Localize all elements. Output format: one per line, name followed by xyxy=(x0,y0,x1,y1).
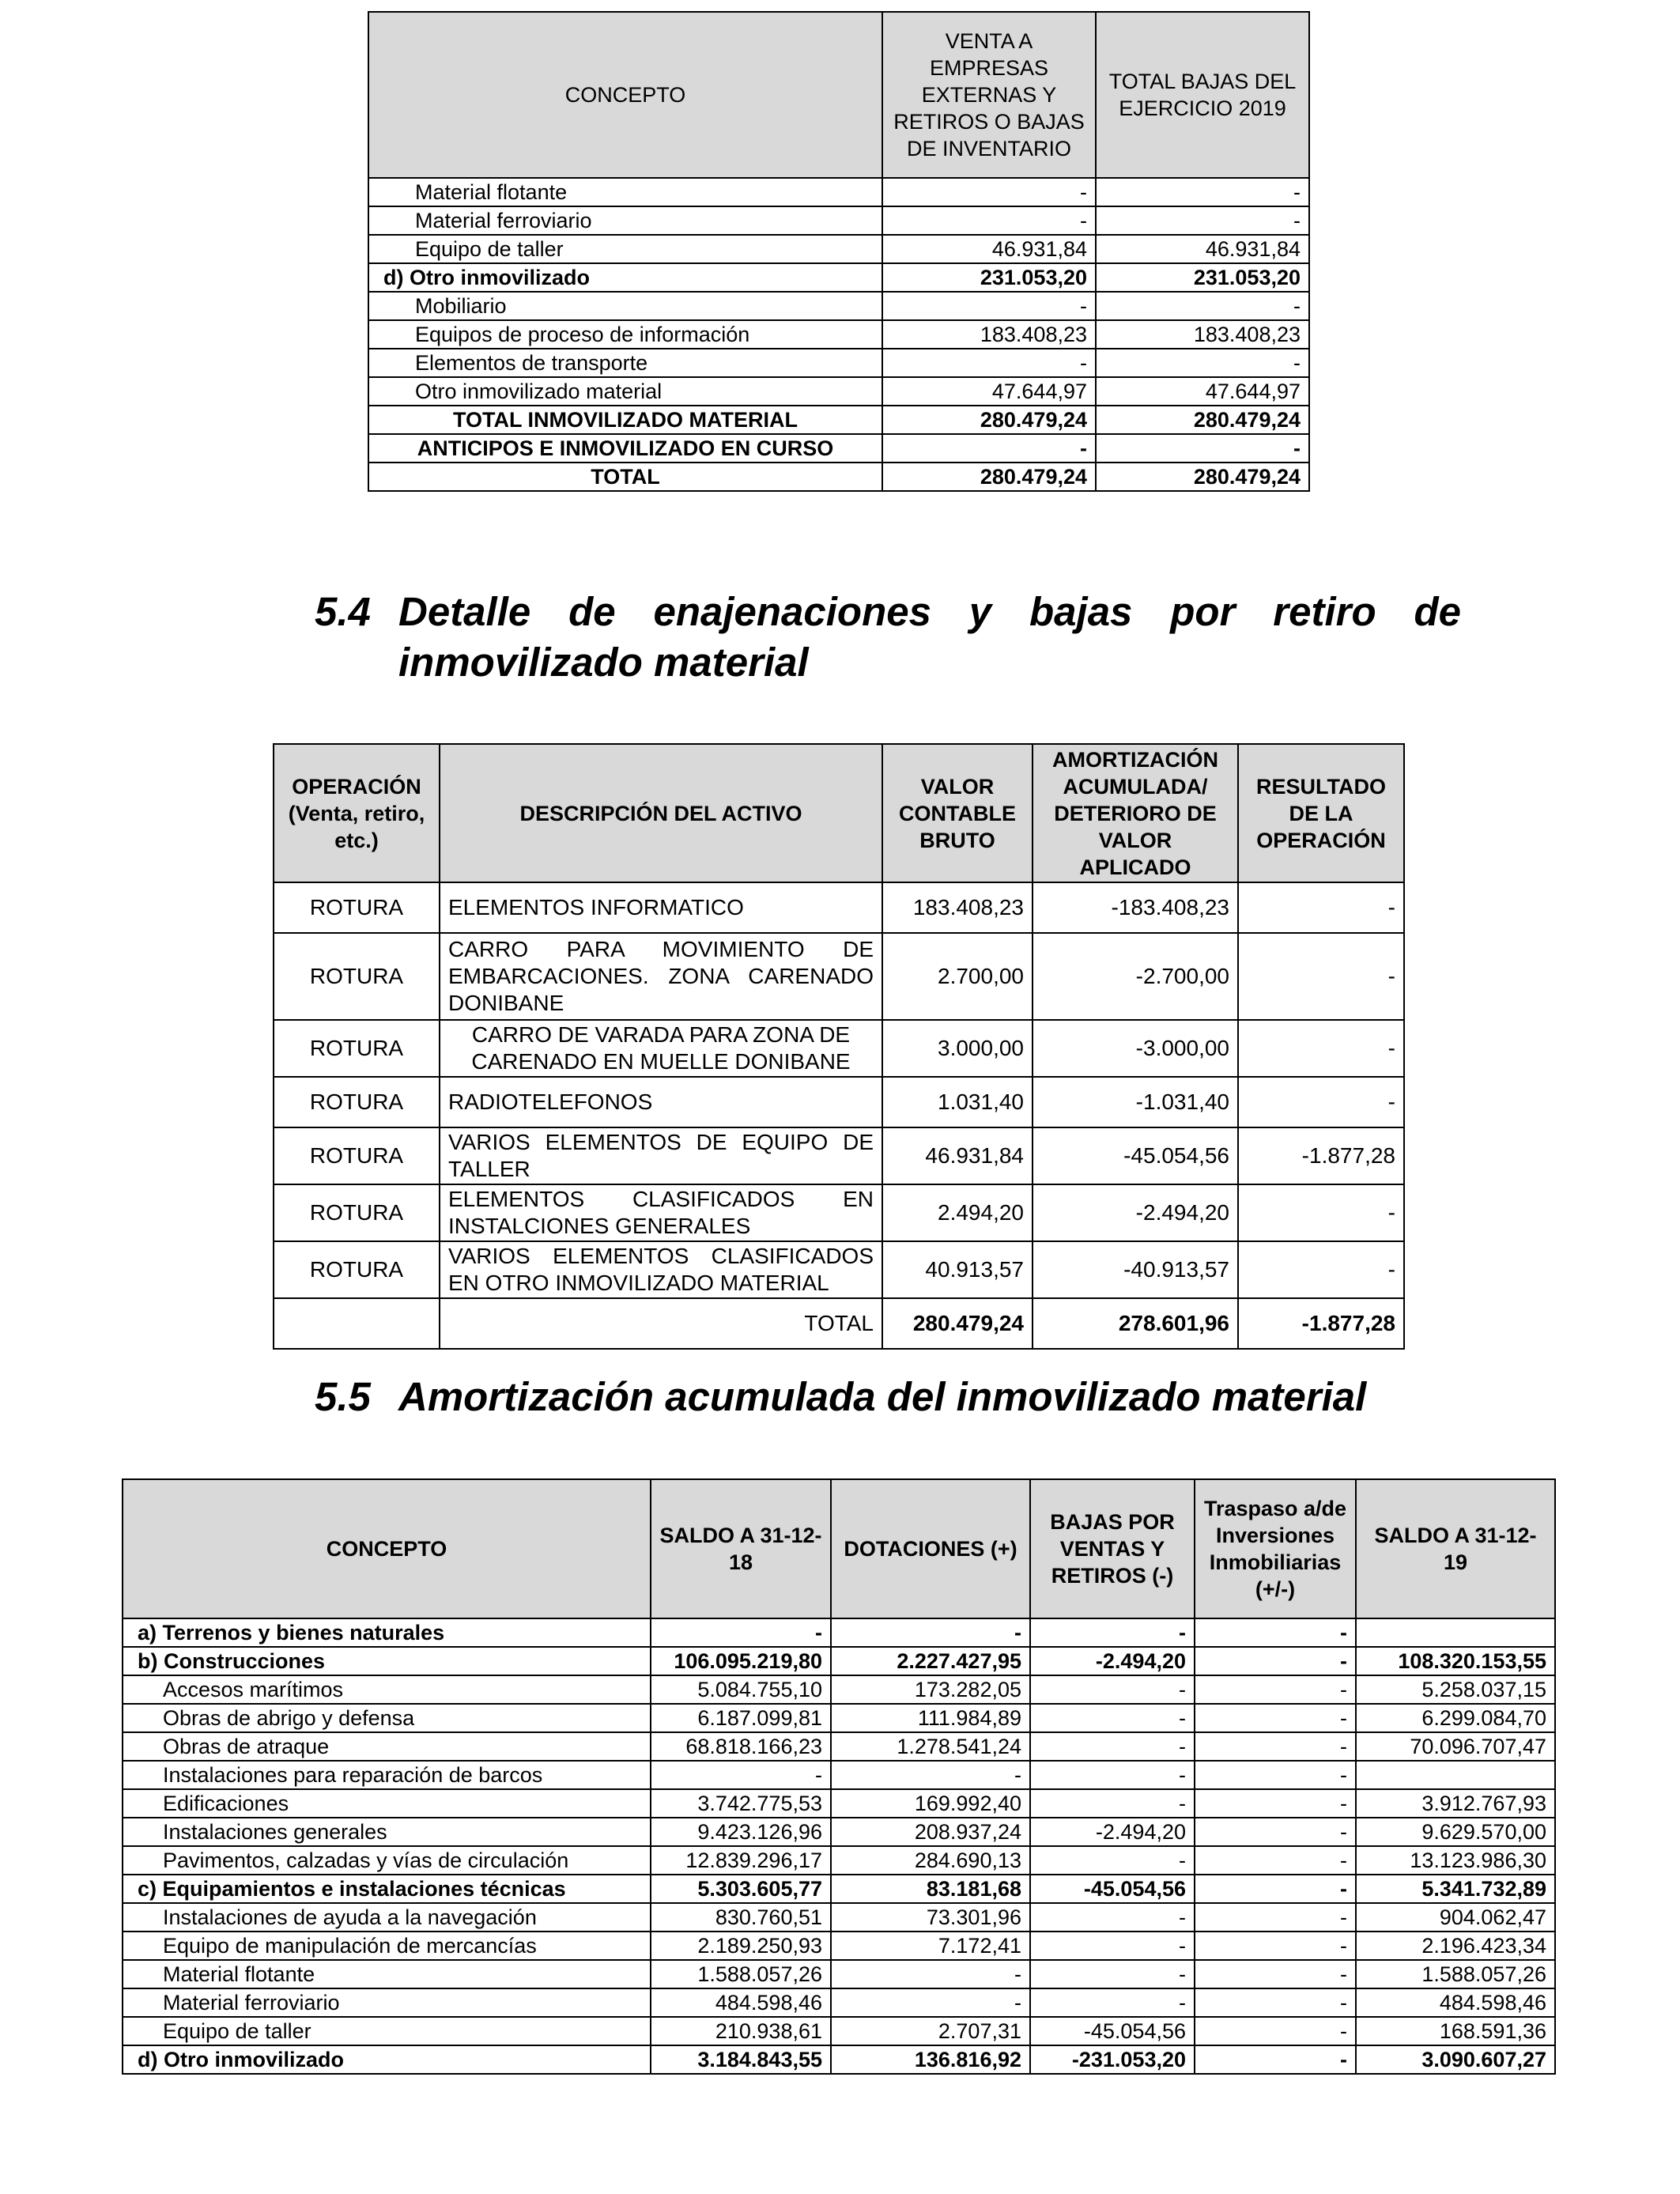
row-saldo-2018: 1.588.057,26 xyxy=(651,1960,831,1988)
table-row xyxy=(123,1704,1555,1732)
row-concepto: b) Construcciones xyxy=(123,1647,651,1675)
row-venta: - xyxy=(882,349,1096,377)
row-operacion: ROTURA xyxy=(274,1077,440,1127)
table-row xyxy=(368,292,1309,320)
row-concepto: Edificaciones xyxy=(123,1789,651,1818)
section-title-line-2: inmovilizado material xyxy=(398,640,809,685)
row-descripcion xyxy=(440,1127,882,1184)
row-traspaso: - xyxy=(1195,1960,1356,1988)
header-concepto: CONCEPTO xyxy=(368,12,882,178)
row-amortizacion: -2.700,00 xyxy=(1033,933,1238,1020)
description-line: EN OTRO INMOVILIZADO MATERIAL xyxy=(448,1271,829,1295)
row-dotaciones: - xyxy=(831,1761,1030,1789)
row-total: 47.644,97 xyxy=(1096,377,1309,406)
section-title: Amortización acumulada del inmovilizado material xyxy=(398,1374,1367,1419)
row-concepto: Material flotante xyxy=(368,178,882,206)
row-dotaciones: 73.301,96 xyxy=(831,1903,1030,1932)
row-total: - xyxy=(1096,178,1309,206)
row-total: 46.931,84 xyxy=(1096,235,1309,263)
row-saldo-2019: 5.341.732,89 xyxy=(1356,1875,1555,1903)
row-dotaciones: 208.937,24 xyxy=(831,1818,1030,1846)
row-saldo-2018: 210.938,61 xyxy=(651,2017,831,2045)
row-concepto: Material ferroviario xyxy=(123,1988,651,2017)
row-total: - xyxy=(1096,292,1309,320)
row-traspaso: - xyxy=(1195,1647,1356,1675)
row-concepto: d) Otro inmovilizado xyxy=(368,263,882,292)
section-number: 5.4 xyxy=(315,589,371,634)
row-saldo-2018: 3.184.843,55 xyxy=(651,2045,831,2074)
row-descripcion xyxy=(440,882,882,933)
row-dotaciones: 7.172,41 xyxy=(831,1932,1030,1960)
row-bajas: - xyxy=(1030,1761,1195,1789)
description-line: VARIOS ELEMENTOS DE EQUIPO DE xyxy=(448,1130,874,1154)
row-bajas: - xyxy=(1030,1903,1195,1932)
header-amortizacion: AMORTIZACIÓN ACUMULADA/ DETERIORO DE VALOR APLICADO xyxy=(1033,744,1238,882)
row-saldo-2018: 484.598,46 xyxy=(651,1988,831,2017)
header-total-bajas: TOTAL BAJAS DEL EJERCICIO 2019 xyxy=(1096,12,1309,178)
row-saldo-2019: 904.062,47 xyxy=(1356,1903,1555,1932)
row-amortizacion: -2.494,20 xyxy=(1033,1184,1238,1241)
description-line: DONIBANE xyxy=(448,991,564,1015)
row-bajas: -2.494,20 xyxy=(1030,1818,1195,1846)
row-valor: 183.408,23 xyxy=(882,882,1033,933)
row-operacion: ROTURA xyxy=(274,1241,440,1298)
row-traspaso: - xyxy=(1195,1789,1356,1818)
section-title-line-1: Detalle de enajenaciones y bajas por retiro de xyxy=(398,589,1461,634)
row-dotaciones: - xyxy=(831,1960,1030,1988)
row-traspaso: - xyxy=(1195,1932,1356,1960)
header-dotaciones: DOTACIONES (+) xyxy=(831,1479,1030,1618)
row-venta: 280.479,24 xyxy=(882,406,1096,434)
row-dotaciones: 2.227.427,95 xyxy=(831,1647,1030,1675)
row-total: 231.053,20 xyxy=(1096,263,1309,292)
table-row xyxy=(274,1020,1404,1077)
table-row xyxy=(123,1789,1555,1818)
row-descripcion xyxy=(440,1184,882,1241)
row-saldo-2019: 168.591,36 xyxy=(1356,2017,1555,2045)
row-resultado: - xyxy=(1238,933,1404,1020)
row-venta: 231.053,20 xyxy=(882,263,1096,292)
row-amortizacion: -183.408,23 xyxy=(1033,882,1238,933)
description-line: TALLER xyxy=(448,1157,530,1181)
table-row xyxy=(274,1127,1404,1184)
table-row xyxy=(368,178,1309,206)
row-concepto: Pavimentos, calzadas y vías de circulación xyxy=(123,1846,651,1875)
table-row xyxy=(123,1932,1555,1960)
row-traspaso: - xyxy=(1195,2045,1356,2074)
row-traspaso: - xyxy=(1195,1818,1356,1846)
row-bajas: - xyxy=(1030,1988,1195,2017)
table-row xyxy=(123,2045,1555,2074)
header-traspaso: Traspaso a/de Inversiones Inmobiliarias (+/-) xyxy=(1195,1479,1356,1618)
row-saldo-2018: 830.760,51 xyxy=(651,1903,831,1932)
table-row xyxy=(123,1875,1555,1903)
row-concepto: Mobiliario xyxy=(368,292,882,320)
table-row xyxy=(368,434,1309,463)
row-bajas: -2.494,20 xyxy=(1030,1647,1195,1675)
table-row xyxy=(368,463,1309,491)
row-saldo-2018: 106.095.219,80 xyxy=(651,1647,831,1675)
row-resultado: -1.877,28 xyxy=(1238,1127,1404,1184)
row-saldo-2019: 484.598,46 xyxy=(1356,1988,1555,2017)
row-traspaso: - xyxy=(1195,1618,1356,1647)
row-resultado: - xyxy=(1238,1020,1404,1077)
table-row xyxy=(123,1675,1555,1704)
row-venta: - xyxy=(882,434,1096,463)
row-saldo-2018: 5.084.755,10 xyxy=(651,1675,831,1704)
row-operacion: ROTURA xyxy=(274,1020,440,1077)
total-amortizacion: 278.601,96 xyxy=(1033,1298,1238,1349)
row-total: 280.479,24 xyxy=(1096,463,1309,491)
row-venta: - xyxy=(882,292,1096,320)
row-venta: 47.644,97 xyxy=(882,377,1096,406)
row-dotaciones: 136.816,92 xyxy=(831,2045,1030,2074)
total-empty-cell xyxy=(274,1298,440,1349)
row-saldo-2019: 108.320.153,55 xyxy=(1356,1647,1555,1675)
row-valor: 1.031,40 xyxy=(882,1077,1033,1127)
row-saldo-2019: 9.629.570,00 xyxy=(1356,1818,1555,1846)
row-concepto: Otro inmovilizado material xyxy=(368,377,882,406)
table-row xyxy=(368,349,1309,377)
row-concepto: Obras de abrigo y defensa xyxy=(123,1704,651,1732)
row-bajas: - xyxy=(1030,1846,1195,1875)
description-line: ELEMENTOS CLASIFICADOS EN xyxy=(448,1187,874,1211)
row-resultado: - xyxy=(1238,1184,1404,1241)
table-row xyxy=(123,2017,1555,2045)
row-traspaso: - xyxy=(1195,1875,1356,1903)
row-total: - xyxy=(1096,434,1309,463)
table-row xyxy=(123,1618,1555,1647)
row-operacion: ROTURA xyxy=(274,882,440,933)
row-descripcion xyxy=(440,1241,882,1298)
header-operacion: OPERACIÓN (Venta, retiro, etc.) xyxy=(274,744,440,882)
row-bajas: - xyxy=(1030,1960,1195,1988)
row-amortizacion: -3.000,00 xyxy=(1033,1020,1238,1077)
row-concepto: c) Equipamientos e instalaciones técnicas xyxy=(123,1875,651,1903)
row-dotaciones: 284.690,13 xyxy=(831,1846,1030,1875)
table-row xyxy=(123,1960,1555,1988)
row-valor: 3.000,00 xyxy=(882,1020,1033,1077)
row-saldo-2019 xyxy=(1356,1761,1555,1789)
row-concepto: Instalaciones para reparación de barcos xyxy=(123,1761,651,1789)
header-descripcion: DESCRIPCIÓN DEL ACTIVO xyxy=(440,744,882,882)
row-saldo-2018: - xyxy=(651,1618,831,1647)
row-valor: 40.913,57 xyxy=(882,1241,1033,1298)
row-descripcion xyxy=(440,1077,882,1127)
section-5-4-heading xyxy=(315,587,1461,697)
section-number: 5.5 xyxy=(315,1374,371,1419)
row-dotaciones: 83.181,68 xyxy=(831,1875,1030,1903)
description-line: INSTALCIONES GENERALES xyxy=(448,1214,751,1238)
description-line: CARRO DE VARADA PARA ZONA DE xyxy=(471,1022,851,1047)
row-valor: 2.700,00 xyxy=(882,933,1033,1020)
row-operacion: ROTURA xyxy=(274,1127,440,1184)
table-row xyxy=(123,1647,1555,1675)
row-bajas: - xyxy=(1030,1732,1195,1761)
row-concepto: Accesos marítimos xyxy=(123,1675,651,1704)
row-resultado: - xyxy=(1238,1241,1404,1298)
row-total: - xyxy=(1096,349,1309,377)
table-row xyxy=(368,377,1309,406)
row-bajas: - xyxy=(1030,1675,1195,1704)
table-row xyxy=(368,263,1309,292)
row-valor: 2.494,20 xyxy=(882,1184,1033,1241)
row-dotaciones: - xyxy=(831,1988,1030,2017)
row-dotaciones: 169.992,40 xyxy=(831,1789,1030,1818)
table-row xyxy=(123,1732,1555,1761)
row-saldo-2019: 1.588.057,26 xyxy=(1356,1960,1555,1988)
description-line: ELEMENTOS INFORMATICO xyxy=(448,895,744,920)
row-bajas: -45.054,56 xyxy=(1030,2017,1195,2045)
row-dotaciones: 111.984,89 xyxy=(831,1704,1030,1732)
row-concepto: ANTICIPOS E INMOVILIZADO EN CURSO xyxy=(368,434,882,463)
row-dotaciones: 173.282,05 xyxy=(831,1675,1030,1704)
description-line: CARRO PARA MOVIMIENTO DE xyxy=(448,937,874,961)
row-concepto: Equipo de manipulación de mercancías xyxy=(123,1932,651,1960)
row-dotaciones: - xyxy=(831,1618,1030,1647)
row-venta: 183.408,23 xyxy=(882,320,1096,349)
row-traspaso: - xyxy=(1195,2017,1356,2045)
row-saldo-2019: 13.123.986,30 xyxy=(1356,1846,1555,1875)
table-row xyxy=(274,933,1404,1020)
table-row xyxy=(368,406,1309,434)
row-bajas: - xyxy=(1030,1932,1195,1960)
total-label: TOTAL xyxy=(440,1298,882,1349)
row-traspaso: - xyxy=(1195,1704,1356,1732)
row-saldo-2019: 5.258.037,15 xyxy=(1356,1675,1555,1704)
row-saldo-2018: 3.742.775,53 xyxy=(651,1789,831,1818)
row-bajas: - xyxy=(1030,1618,1195,1647)
row-venta: 280.479,24 xyxy=(882,463,1096,491)
header-bajas: BAJAS POR VENTAS Y RETIROS (-) xyxy=(1030,1479,1195,1618)
table-row xyxy=(123,1818,1555,1846)
table-row xyxy=(368,206,1309,235)
row-concepto: d) Otro inmovilizado xyxy=(123,2045,651,2074)
row-total: 183.408,23 xyxy=(1096,320,1309,349)
row-traspaso: - xyxy=(1195,1675,1356,1704)
row-bajas: -45.054,56 xyxy=(1030,1875,1195,1903)
table-total-row xyxy=(274,1298,1404,1349)
row-venta: - xyxy=(882,206,1096,235)
table-row xyxy=(123,1761,1555,1789)
table-row xyxy=(123,1903,1555,1932)
row-concepto: Material ferroviario xyxy=(368,206,882,235)
row-saldo-2019: 6.299.084,70 xyxy=(1356,1704,1555,1732)
table-row xyxy=(274,1077,1404,1127)
row-saldo-2019: 2.196.423,34 xyxy=(1356,1932,1555,1960)
row-saldo-2018: 6.187.099,81 xyxy=(651,1704,831,1732)
row-concepto: Equipos de proceso de información xyxy=(368,320,882,349)
table-row xyxy=(274,882,1404,933)
description-line: EMBARCACIONES. ZONA CARENADO xyxy=(448,964,874,988)
table-row xyxy=(368,235,1309,263)
row-operacion: ROTURA xyxy=(274,1184,440,1241)
row-traspaso: - xyxy=(1195,1988,1356,2017)
row-concepto: Obras de atraque xyxy=(123,1732,651,1761)
header-resultado: RESULTADO DE LA OPERACIÓN xyxy=(1238,744,1404,882)
row-operacion: ROTURA xyxy=(274,933,440,1020)
row-saldo-2019: 3.912.767,93 xyxy=(1356,1789,1555,1818)
row-descripcion xyxy=(440,933,882,1020)
row-amortizacion: -40.913,57 xyxy=(1033,1241,1238,1298)
bajas-summary-table xyxy=(368,11,1310,492)
header-saldo-2018: SALDO A 31-12-18 xyxy=(651,1479,831,1618)
row-concepto: Equipo de taller xyxy=(123,2017,651,2045)
row-concepto: TOTAL INMOVILIZADO MATERIAL xyxy=(368,406,882,434)
row-total: - xyxy=(1096,206,1309,235)
row-resultado: - xyxy=(1238,882,1404,933)
row-saldo-2019 xyxy=(1356,1618,1555,1647)
row-concepto: TOTAL xyxy=(368,463,882,491)
header-concepto: CONCEPTO xyxy=(123,1479,651,1618)
row-concepto: Instalaciones de ayuda a la navegación xyxy=(123,1903,651,1932)
row-venta: 46.931,84 xyxy=(882,235,1096,263)
row-saldo-2018: 2.189.250,93 xyxy=(651,1932,831,1960)
row-dotaciones: 1.278.541,24 xyxy=(831,1732,1030,1761)
row-concepto: Instalaciones generales xyxy=(123,1818,651,1846)
amortizacion-table xyxy=(122,1478,1556,2075)
enajenaciones-table xyxy=(273,743,1405,1350)
row-saldo-2018: - xyxy=(651,1761,831,1789)
row-saldo-2018: 12.839.296,17 xyxy=(651,1846,831,1875)
row-saldo-2018: 5.303.605,77 xyxy=(651,1875,831,1903)
row-dotaciones: 2.707,31 xyxy=(831,2017,1030,2045)
description-line: VARIOS ELEMENTOS CLASIFICADOS xyxy=(448,1244,874,1268)
table-row xyxy=(368,320,1309,349)
row-traspaso: - xyxy=(1195,1761,1356,1789)
row-traspaso: - xyxy=(1195,1732,1356,1761)
header-valor-contable: VALOR CONTABLE BRUTO xyxy=(882,744,1033,882)
row-saldo-2018: 68.818.166,23 xyxy=(651,1732,831,1761)
row-amortizacion: -45.054,56 xyxy=(1033,1127,1238,1184)
table-row xyxy=(123,1988,1555,2017)
row-concepto: Material flotante xyxy=(123,1960,651,1988)
row-saldo-2019: 70.096.707,47 xyxy=(1356,1732,1555,1761)
row-concepto: a) Terrenos y bienes naturales xyxy=(123,1618,651,1647)
description-line: CARENADO EN MUELLE DONIBANE xyxy=(471,1049,851,1074)
row-bajas: -231.053,20 xyxy=(1030,2045,1195,2074)
header-venta-empresas: VENTA A EMPRESAS EXTERNAS Y RETIROS O BAJAS DE INVENTARIO xyxy=(882,12,1096,178)
row-amortizacion: -1.031,40 xyxy=(1033,1077,1238,1127)
row-traspaso: - xyxy=(1195,1903,1356,1932)
row-valor: 46.931,84 xyxy=(882,1127,1033,1184)
row-saldo-2019: 3.090.607,27 xyxy=(1356,2045,1555,2074)
description-line: RADIOTELEFONOS xyxy=(448,1089,653,1114)
row-concepto: Elementos de transporte xyxy=(368,349,882,377)
row-saldo-2018: 9.423.126,96 xyxy=(651,1818,831,1846)
table-row xyxy=(274,1184,1404,1241)
total-resultado: -1.877,28 xyxy=(1238,1298,1404,1349)
section-5-5-heading xyxy=(315,1372,1461,1427)
row-concepto: Equipo de taller xyxy=(368,235,882,263)
header-saldo-2019: SALDO A 31-12-19 xyxy=(1356,1479,1555,1618)
row-total: 280.479,24 xyxy=(1096,406,1309,434)
row-bajas: - xyxy=(1030,1704,1195,1732)
row-traspaso: - xyxy=(1195,1846,1356,1875)
row-resultado: - xyxy=(1238,1077,1404,1127)
row-descripcion xyxy=(440,1020,882,1077)
row-venta: - xyxy=(882,178,1096,206)
row-bajas: - xyxy=(1030,1789,1195,1818)
total-valor: 280.479,24 xyxy=(882,1298,1033,1349)
table-row xyxy=(123,1846,1555,1875)
table-row xyxy=(274,1241,1404,1298)
